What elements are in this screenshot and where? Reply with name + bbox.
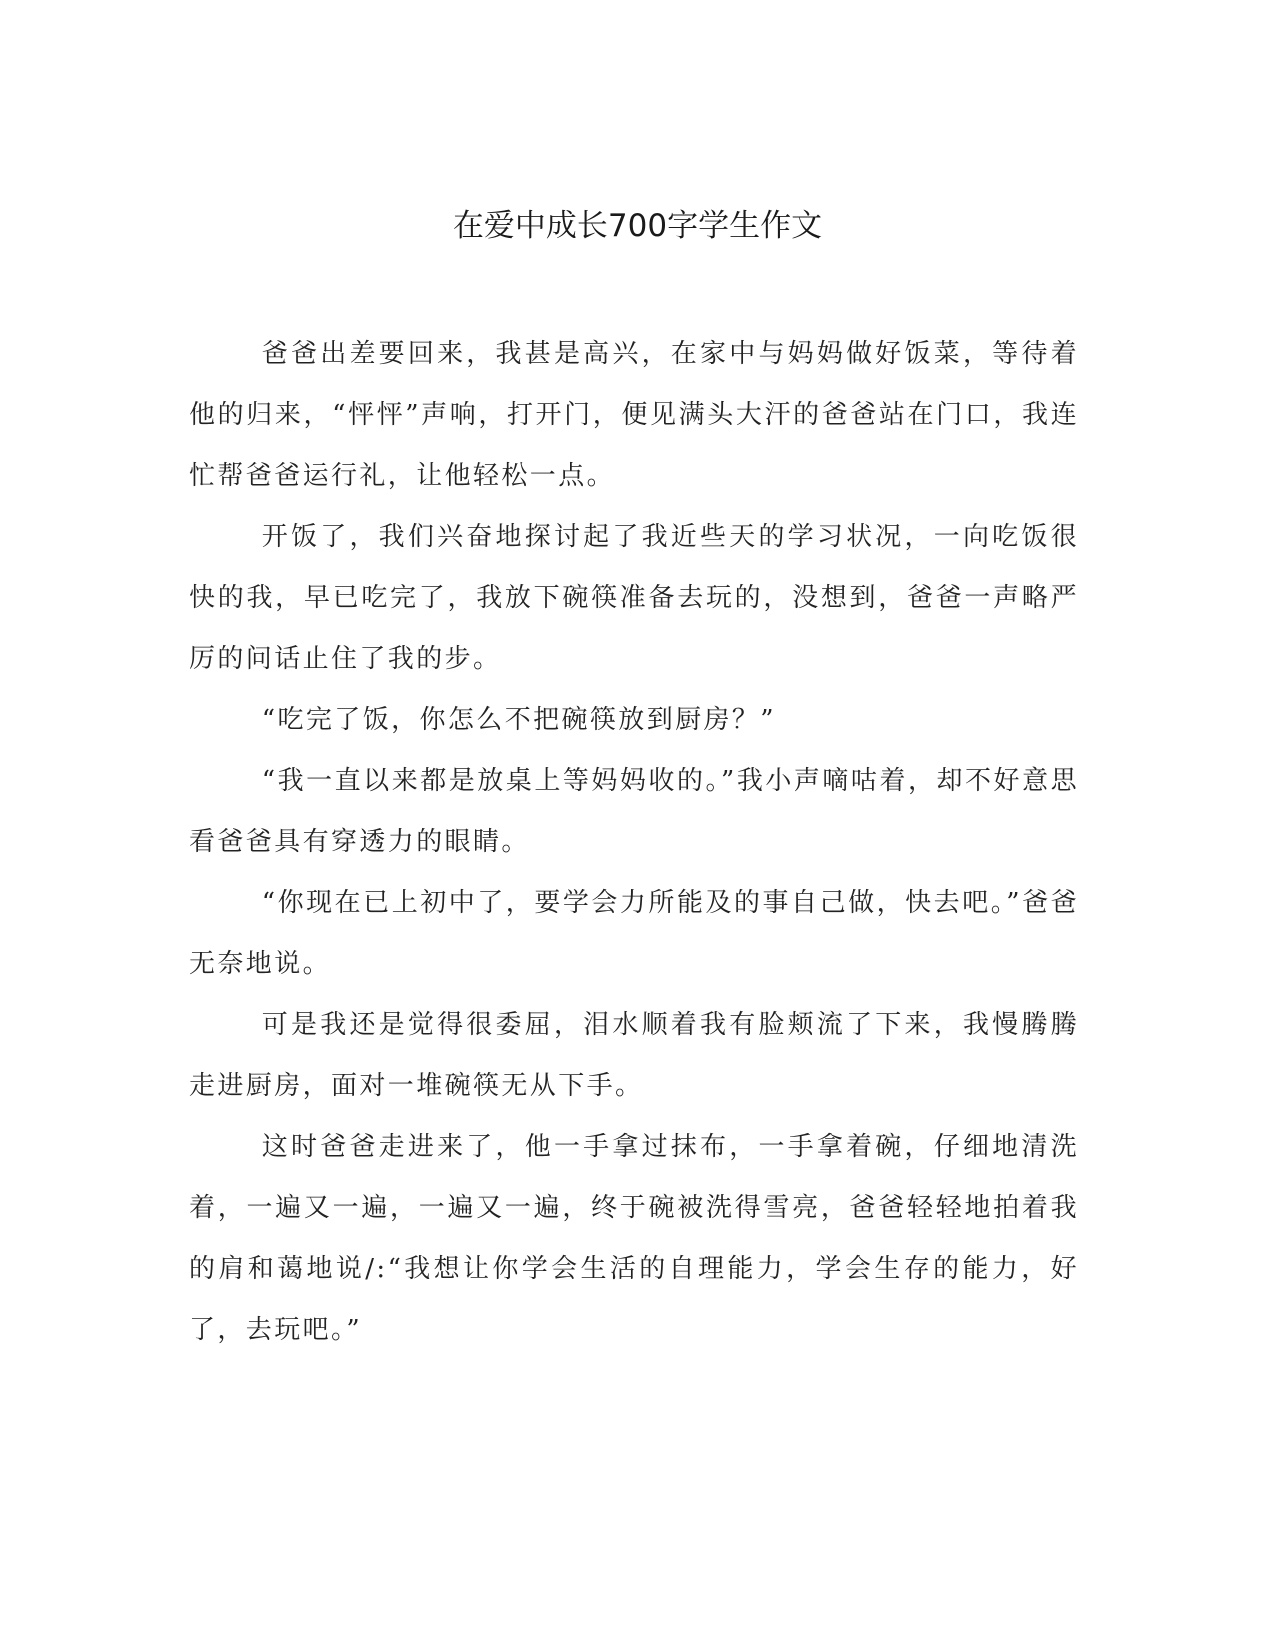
paragraph-4: “我一直以来都是放桌上等妈妈收的。”我小声嘀咕着，却不好意思看爸爸具有穿透力的眼睛。 bbox=[189, 766, 1079, 857]
paragraph-5: “你现在已上初中了，要学会力所能及的事自己做，快去吧。”爸爸无奈地说。 bbox=[189, 888, 1079, 979]
paragraph-1: 爸爸出差要回来，我甚是高兴，在家中与妈妈做好饭菜，等待着他的归来，“怦怦”声响，打开门，便见满头大汗的爸爸站在门口，我连忙帮爸爸运行礼，让他轻松一点。 bbox=[189, 339, 1079, 491]
paragraph-3: “吃完了饭，你怎么不把碗筷放到厨房？” bbox=[261, 705, 776, 735]
paragraph-7: 这时爸爸走进来了，他一手拿过抹布，一手拿着碗，仔细地清洗着，一遍又一遍，一遍又一遍，终于碗被洗得雪亮，爸爸轻轻地拍着我的肩和蔼地说/:“我想让你学会生活的自理能力，学会生存的能力，好了，去玩吧。” bbox=[189, 1132, 1079, 1345]
document-title: 在爱中成长700字学生作文 bbox=[452, 208, 823, 244]
essay-body bbox=[189, 324, 1079, 1361]
paragraph-2: 开饭了，我们兴奋地探讨起了我近些天的学习状况，一向吃饭很快的我，早已吃完了，我放下碗筷准备去玩的，没想到，爸爸一声略严厉的问话止住了我的步。 bbox=[189, 522, 1079, 674]
paragraph-6: 可是我还是觉得很委屈，泪水顺着我有脸颊流了下来，我慢腾腾走进厨房，面对一堆碗筷无从下手。 bbox=[189, 1010, 1079, 1101]
